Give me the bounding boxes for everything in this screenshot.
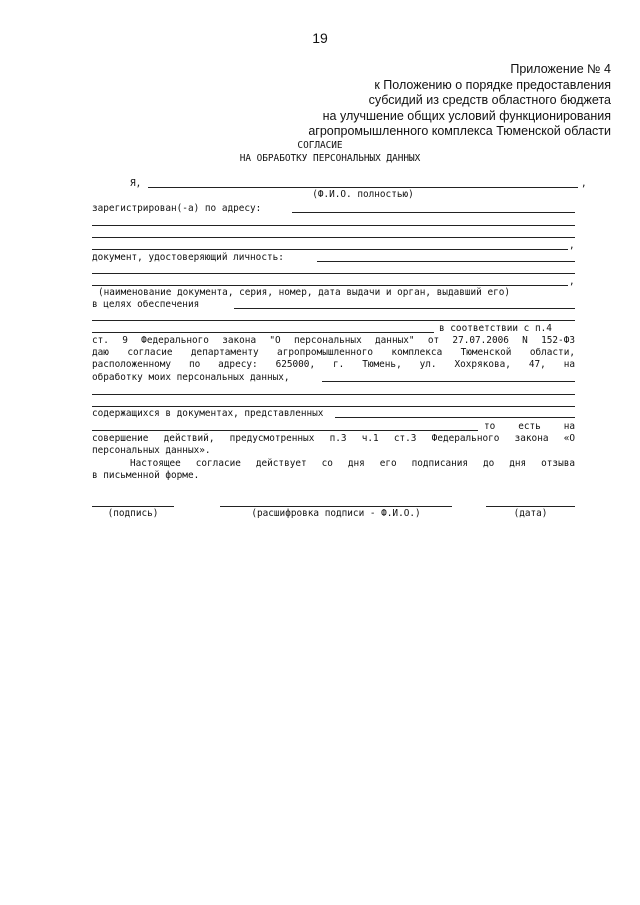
document-title-line-1: СОГЛАСИЕ: [297, 140, 343, 151]
purpose-field-2[interactable]: [92, 320, 575, 321]
documents-field-1[interactable]: [335, 417, 575, 418]
fio-comma: ,: [581, 178, 587, 189]
law-line-2: даю согласие департаменту агропромышленного комплекса Тюменской области,: [92, 347, 575, 358]
signature-hint: (подпись): [107, 508, 159, 519]
purpose-field-1[interactable]: [234, 308, 575, 309]
i-label: Я,: [130, 178, 142, 189]
appendix-line-5: агропромышленного комплекса Тюменской области: [308, 124, 611, 138]
documents-field-2[interactable]: [92, 430, 478, 431]
document-comma: ,: [569, 276, 575, 287]
law-line-1: ст. 9 Федерального закона "О персональных данных" от 27.07.2006 N 152-ФЗ: [92, 335, 575, 346]
address-field-1[interactable]: [292, 212, 575, 213]
that-is-label: то есть на: [484, 421, 575, 432]
appendix-line-2: к Положению о порядке предоставления: [374, 77, 611, 92]
appendix-line-3: субсидий из средств областного бюджета: [368, 93, 611, 107]
appendix-line-1: Приложение № 4: [510, 62, 611, 76]
validity-line-2: в письменной форме.: [92, 470, 200, 481]
page-number: 19: [312, 30, 328, 46]
fio-field[interactable]: [148, 187, 578, 188]
purpose-field-3[interactable]: [92, 332, 434, 333]
law-line-3: расположенному по адресу: 625000, г. Тюмень, ул. Хохрякова, 47, на: [92, 359, 575, 370]
address-field-4[interactable]: [92, 249, 568, 250]
registered-label: зарегистрирован(-а) по адресу:: [92, 203, 262, 214]
date-hint: (дата): [513, 508, 548, 519]
signature-field[interactable]: [92, 506, 174, 507]
accordance-label: в соответствии с п.4: [439, 323, 552, 334]
document-label: документ, удостоверяющий личность:: [92, 252, 284, 263]
validity-line-1: Настоящее согласие действует со дня его подписания до дня отзыва: [130, 458, 575, 469]
actions-line-1: совершение действий, предусмотренных п.3 ч.1 ст.3 Федерального закона «О: [92, 433, 575, 444]
document-field-3[interactable]: [92, 285, 568, 286]
document-hint: (наименование документа, серия, номер, дата выдачи и орган, выдавший его): [98, 287, 511, 298]
actions-line-2: персональных данных».: [92, 445, 211, 456]
signature-name-field[interactable]: [220, 506, 452, 507]
document-field-2[interactable]: [92, 273, 575, 274]
personal-data-field-3[interactable]: [92, 406, 575, 407]
document-title-line-2: НА ОБРАБОТКУ ПЕРСОНАЛЬНЫХ ДАННЫХ: [239, 153, 421, 164]
address-comma: ,: [569, 240, 575, 251]
appendix-header: [308, 62, 611, 140]
fio-hint: (Ф.И.О. полностью): [312, 189, 414, 200]
contained-label: содержащихся в документах, представленных: [92, 408, 324, 419]
address-field-2[interactable]: [92, 225, 575, 226]
law-line-4: обработку моих персональных данных,: [92, 372, 290, 383]
date-field[interactable]: [486, 506, 575, 507]
personal-data-field-2[interactable]: [92, 394, 575, 395]
appendix-line-4: на улучшение общих условий функционирования: [322, 108, 611, 123]
purpose-label: в целях обеспечения: [92, 299, 200, 310]
signature-name-hint: (расшифровка подписи - Ф.И.О.): [251, 508, 421, 519]
personal-data-field-1[interactable]: [322, 381, 575, 382]
document-field-1[interactable]: [317, 261, 575, 262]
address-field-3[interactable]: [92, 237, 575, 238]
